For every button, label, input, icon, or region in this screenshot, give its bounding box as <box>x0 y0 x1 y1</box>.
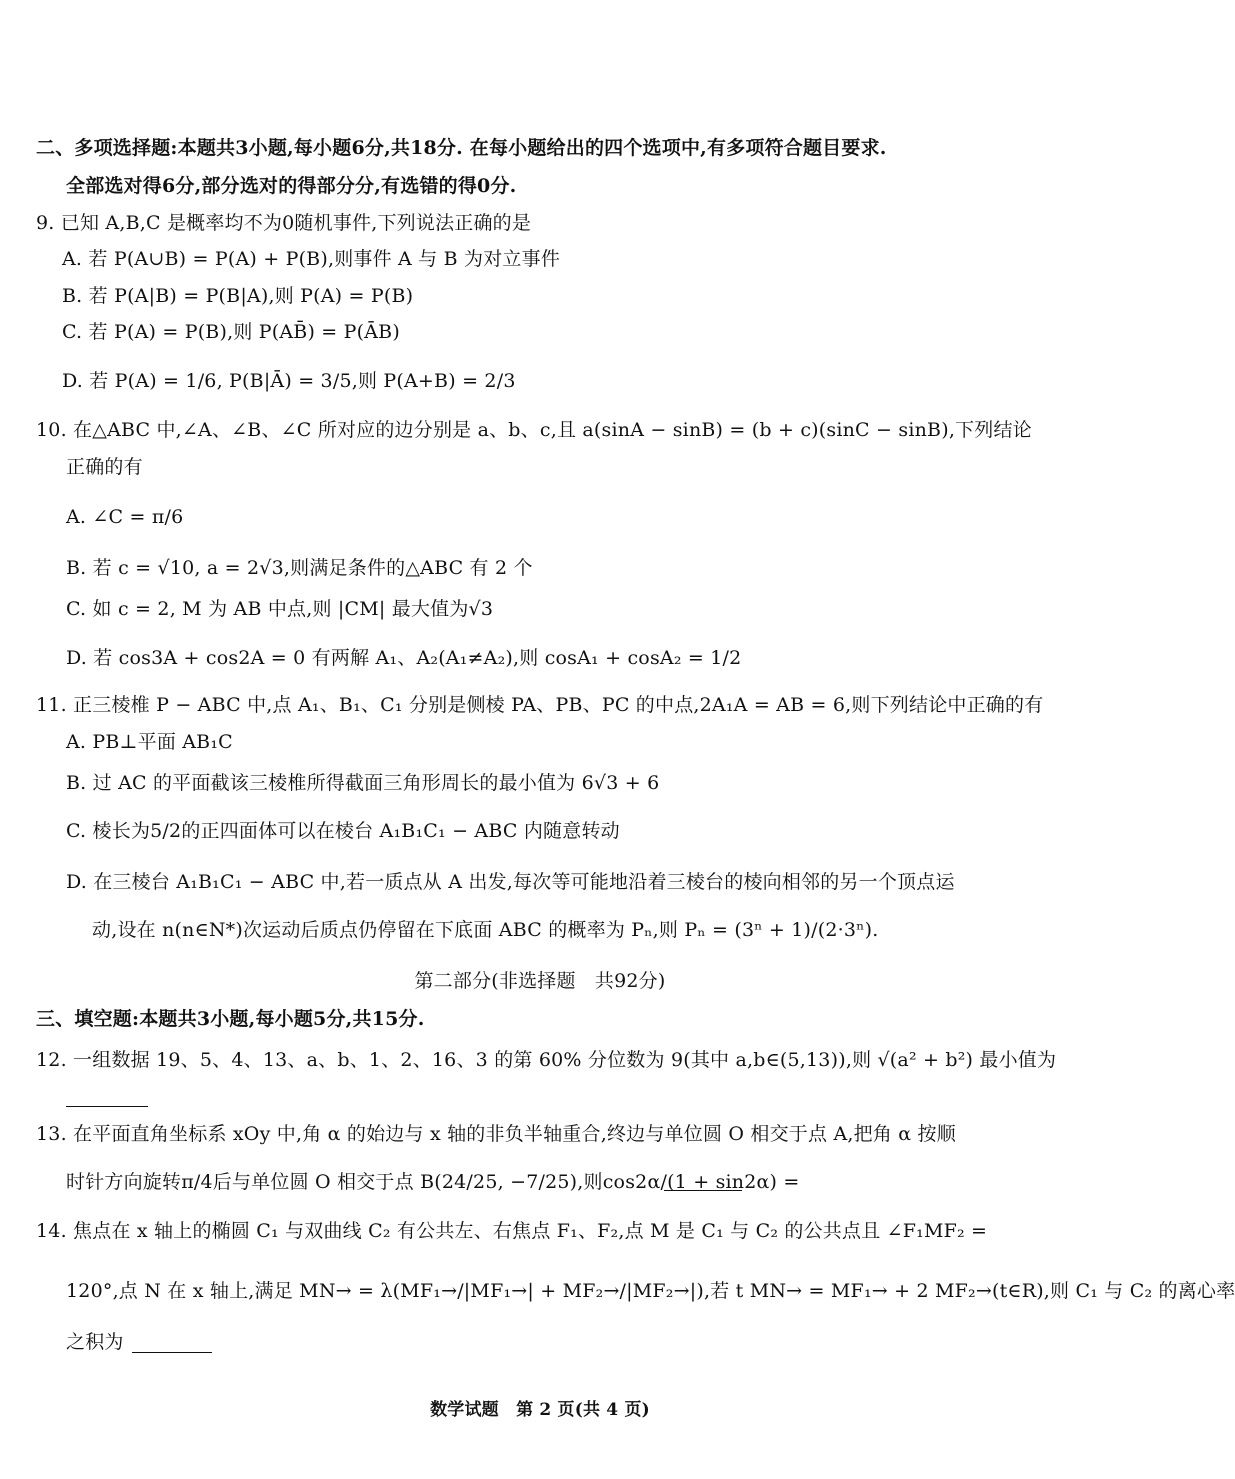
q9-option-d: D. 若 P(A) = 1/6, P(B|Ā) = 3/5,则 P(A+B) = 2/3 <box>62 370 516 392</box>
q12-answer-blank <box>66 1106 148 1107</box>
q11-option-d-line2: 动,设在 n(n∈N*)次运动后质点仍停留在下底面 ABC 的概率为 Pₙ,则 Pₙ = (3ⁿ + 1)/(2·3ⁿ). <box>92 919 879 941</box>
q10-option-d: D. 若 cos3A + cos2A = 0 有两解 A₁、A₂(A₁≠A₂),则 cosA₁ + cosA₂ = 1/2 <box>66 647 742 669</box>
q10-option-b: B. 若 c = √10, a = 2√3,则满足条件的△ABC 有 2 个 <box>66 557 533 579</box>
q9-option-b: B. 若 P(A|B) = P(B|A),则 P(A) = P(B) <box>62 285 414 307</box>
q10-option-c: C. 如 c = 2, M 为 AB 中点,则 |CM| 最大值为√3 <box>66 598 494 620</box>
q10-stem-line1: 10. 在△ABC 中,∠A、∠B、∠C 所对应的边分别是 a、b、c,且 a(sinA − sinB) = (b + c)(sinC − sinB),下列结论 <box>36 419 1032 441</box>
q11-stem: 11. 正三棱椎 P − ABC 中,点 A₁、B₁、C₁ 分别是侧棱 PA、PB、PC 的中点,2A₁A = AB = 6,则下列结论中正确的有 <box>36 694 1044 716</box>
q10-stem-line2: 正确的有 <box>66 456 143 478</box>
section2-header-line1: 二、多项选择题:本题共3小题,每小题6分,共18分. 在每小题给出的四个选项中,有多项符合题目要求. <box>36 137 887 159</box>
q11-option-c: C. 棱长为5/2的正四面体可以在棱台 A₁B₁C₁ − ABC 内随意转动 <box>66 820 620 842</box>
q11-option-a: A. PB⊥平面 AB₁C <box>66 731 233 753</box>
q14-line3: 之积为 <box>66 1331 124 1353</box>
page-footer: 数学试题 第 2 页(共 4 页) <box>430 1400 650 1420</box>
section2-header-line2: 全部选对得6分,部分选对的得部分分,有选错的得0分. <box>66 175 517 197</box>
q11-option-b: B. 过 AC 的平面截该三棱椎所得截面三角形周长的最小值为 6√3 + 6 <box>66 772 660 794</box>
q13-line2: 时针方向旋转π/4后与单位圆 O 相交于点 B(24/25, −7/25),则cos2α/(1 + sin2α) = <box>66 1171 800 1193</box>
q14-line1: 14. 焦点在 x 轴上的椭圆 C₁ 与双曲线 C₂ 有公共左、右焦点 F₁、F₂,点 M 是 C₁ 与 C₂ 的公共点且 ∠F₁MF₂ = <box>36 1220 988 1242</box>
q13-answer-blank <box>664 1190 742 1191</box>
q14-line2: 120°,点 N 在 x 轴上,满足 MN→ = λ(MF₁→/|MF₁→| + MF₂→/|MF₂→|),若 t MN→ = MF₁→ + 2 MF₂→(t∈R),则 C₁ 与 C₂ 的离心率 <box>66 1280 1235 1302</box>
q9-option-c: C. 若 P(A) = P(B),则 P(AB̄) = P(ĀB) <box>62 321 400 343</box>
q11-option-d-line1: D. 在三棱台 A₁B₁C₁ − ABC 中,若一质点从 A 出发,每次等可能地沿着三棱台的棱向相邻的另一个顶点运 <box>66 871 955 893</box>
section3-header: 三、填空题:本题共3小题,每小题5分,共15分. <box>36 1008 425 1030</box>
q13-line1: 13. 在平面直角坐标系 xOy 中,角 α 的始边与 x 轴的非负半轴重合,终边与单位圆 O 相交于点 A,把角 α 按顺 <box>36 1123 956 1145</box>
q12-text: 12. 一组数据 19、5、4、13、a、b、1、2、16、3 的第 60% 分位数为 9(其中 a,b∈(5,13)),则 √(a² + b²) 最小值为 <box>36 1049 1057 1071</box>
q14-answer-blank <box>132 1352 212 1353</box>
q9-stem: 9. 已知 A,B,C 是概率均不为0随机事件,下列说法正确的是 <box>36 212 532 234</box>
q9-option-a: A. 若 P(A∪B) = P(A) + P(B),则事件 A 与 B 为对立事件 <box>62 248 561 270</box>
part2-title: 第二部分(非选择题 共92分) <box>414 970 666 992</box>
q10-option-a: A. ∠C = π/6 <box>66 506 184 528</box>
